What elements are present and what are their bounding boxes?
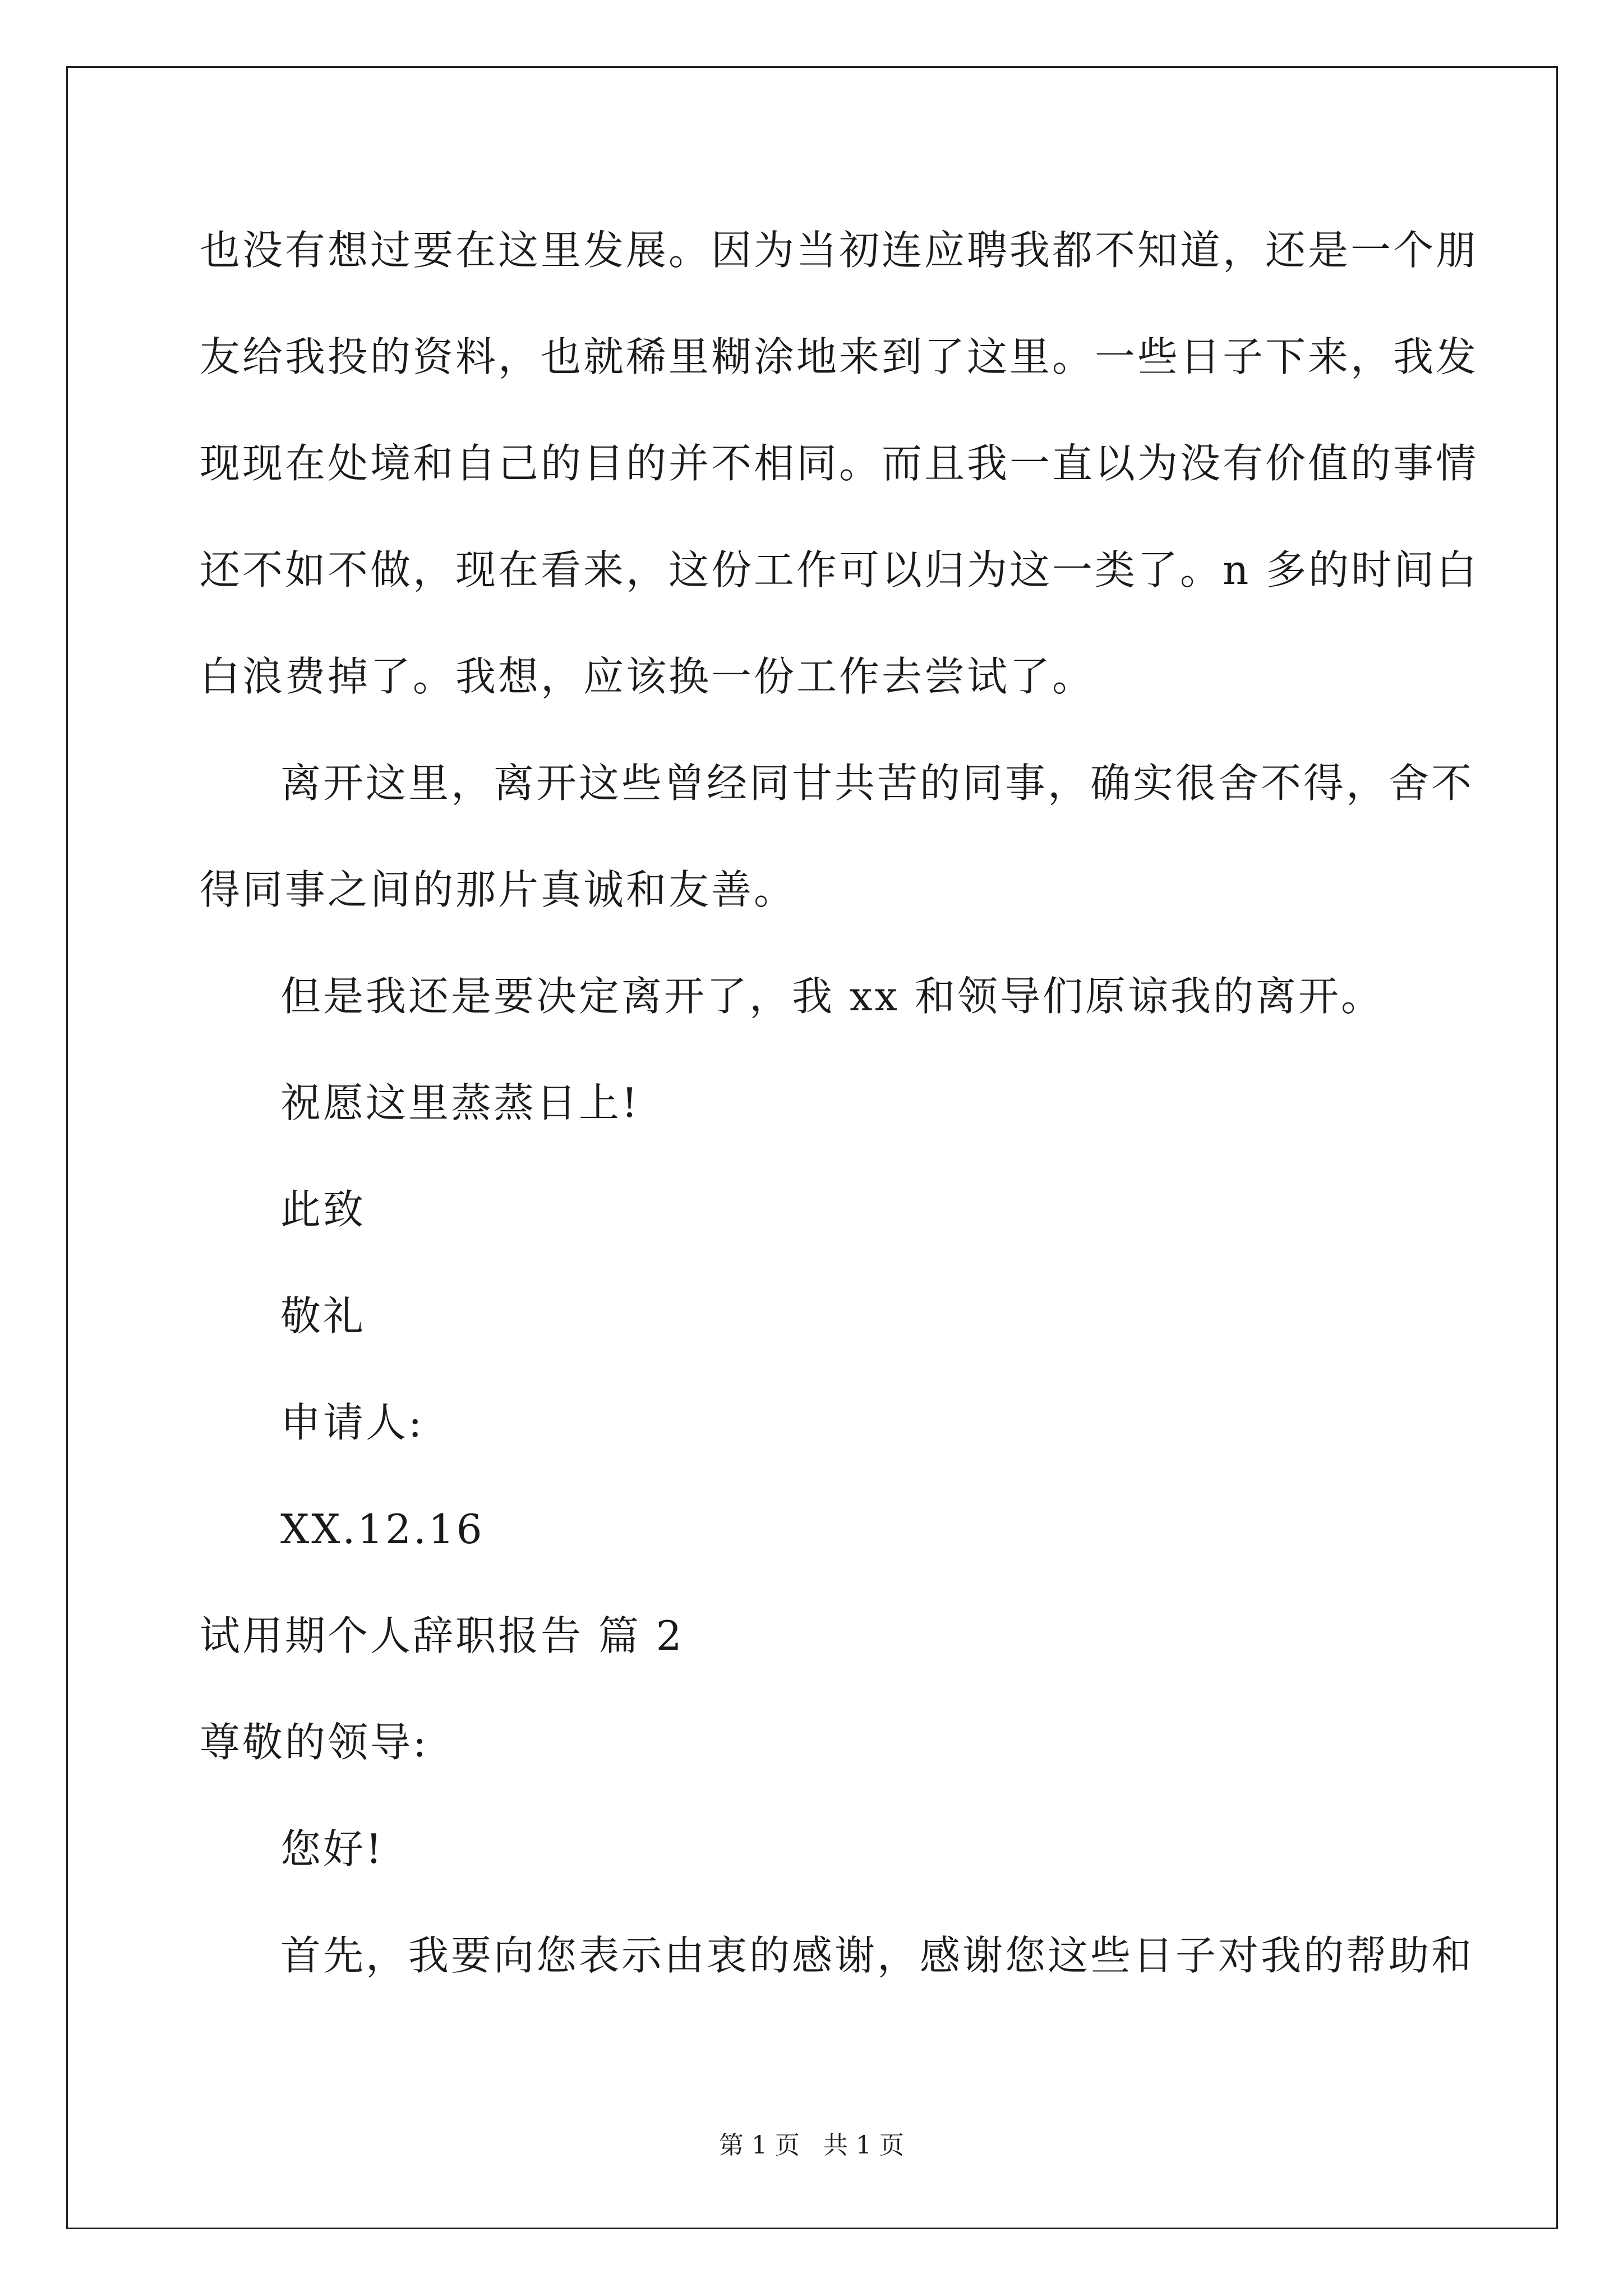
closing-line: 敬礼 (280, 1292, 366, 1340)
paragraph-line: 但是我还是要决定离开了，我 xx 和领导们原谅我的离开。 (280, 973, 1384, 1020)
paragraph-line: 现现在处境和自己的目的并不相同。而且我一直以为没有价值的事情 (200, 440, 1479, 487)
paragraph-line: 祝愿这里蒸蒸日上! (280, 1079, 640, 1126)
paragraph-line: 也没有想过要在这里发展。因为当初连应聘我都不知道，还是一个朋 (200, 227, 1479, 274)
paragraph-line: 首先，我要向您表示由衷的感谢，感谢您这些日子对我的帮助和 (280, 1932, 1474, 1979)
signature-line: 申请人: (280, 1399, 425, 1446)
greeting-line: 您好! (280, 1825, 384, 1872)
page-border (66, 66, 1558, 2229)
page-footer: 第 1 页 共 1 页 (719, 2131, 904, 2160)
date-line: XX.12.16 (280, 1506, 485, 1553)
paragraph-line: 离开这里，离开这些曾经同甘共苦的同事，确实很舍不得，舍不 (280, 760, 1474, 807)
paragraph-line: 还不如不做，现在看来，这份工作可以归为这一类了。n 多的时间白 (200, 546, 1479, 593)
paragraph-line: 白浪费掉了。我想，应该换一份工作去尝试了。 (200, 653, 1095, 700)
salutation-line: 尊敬的领导: (200, 1719, 429, 1766)
paragraph-line: 得同事之间的那片真诚和友善。 (200, 866, 797, 913)
closing-line: 此致 (280, 1186, 366, 1233)
paragraph-line: 友给我投的资料，也就稀里糊涂地来到了这里。一些日子下来，我发 (200, 333, 1479, 380)
section-heading: 试用期个人辞职报告 篇 2 (200, 1612, 684, 1659)
